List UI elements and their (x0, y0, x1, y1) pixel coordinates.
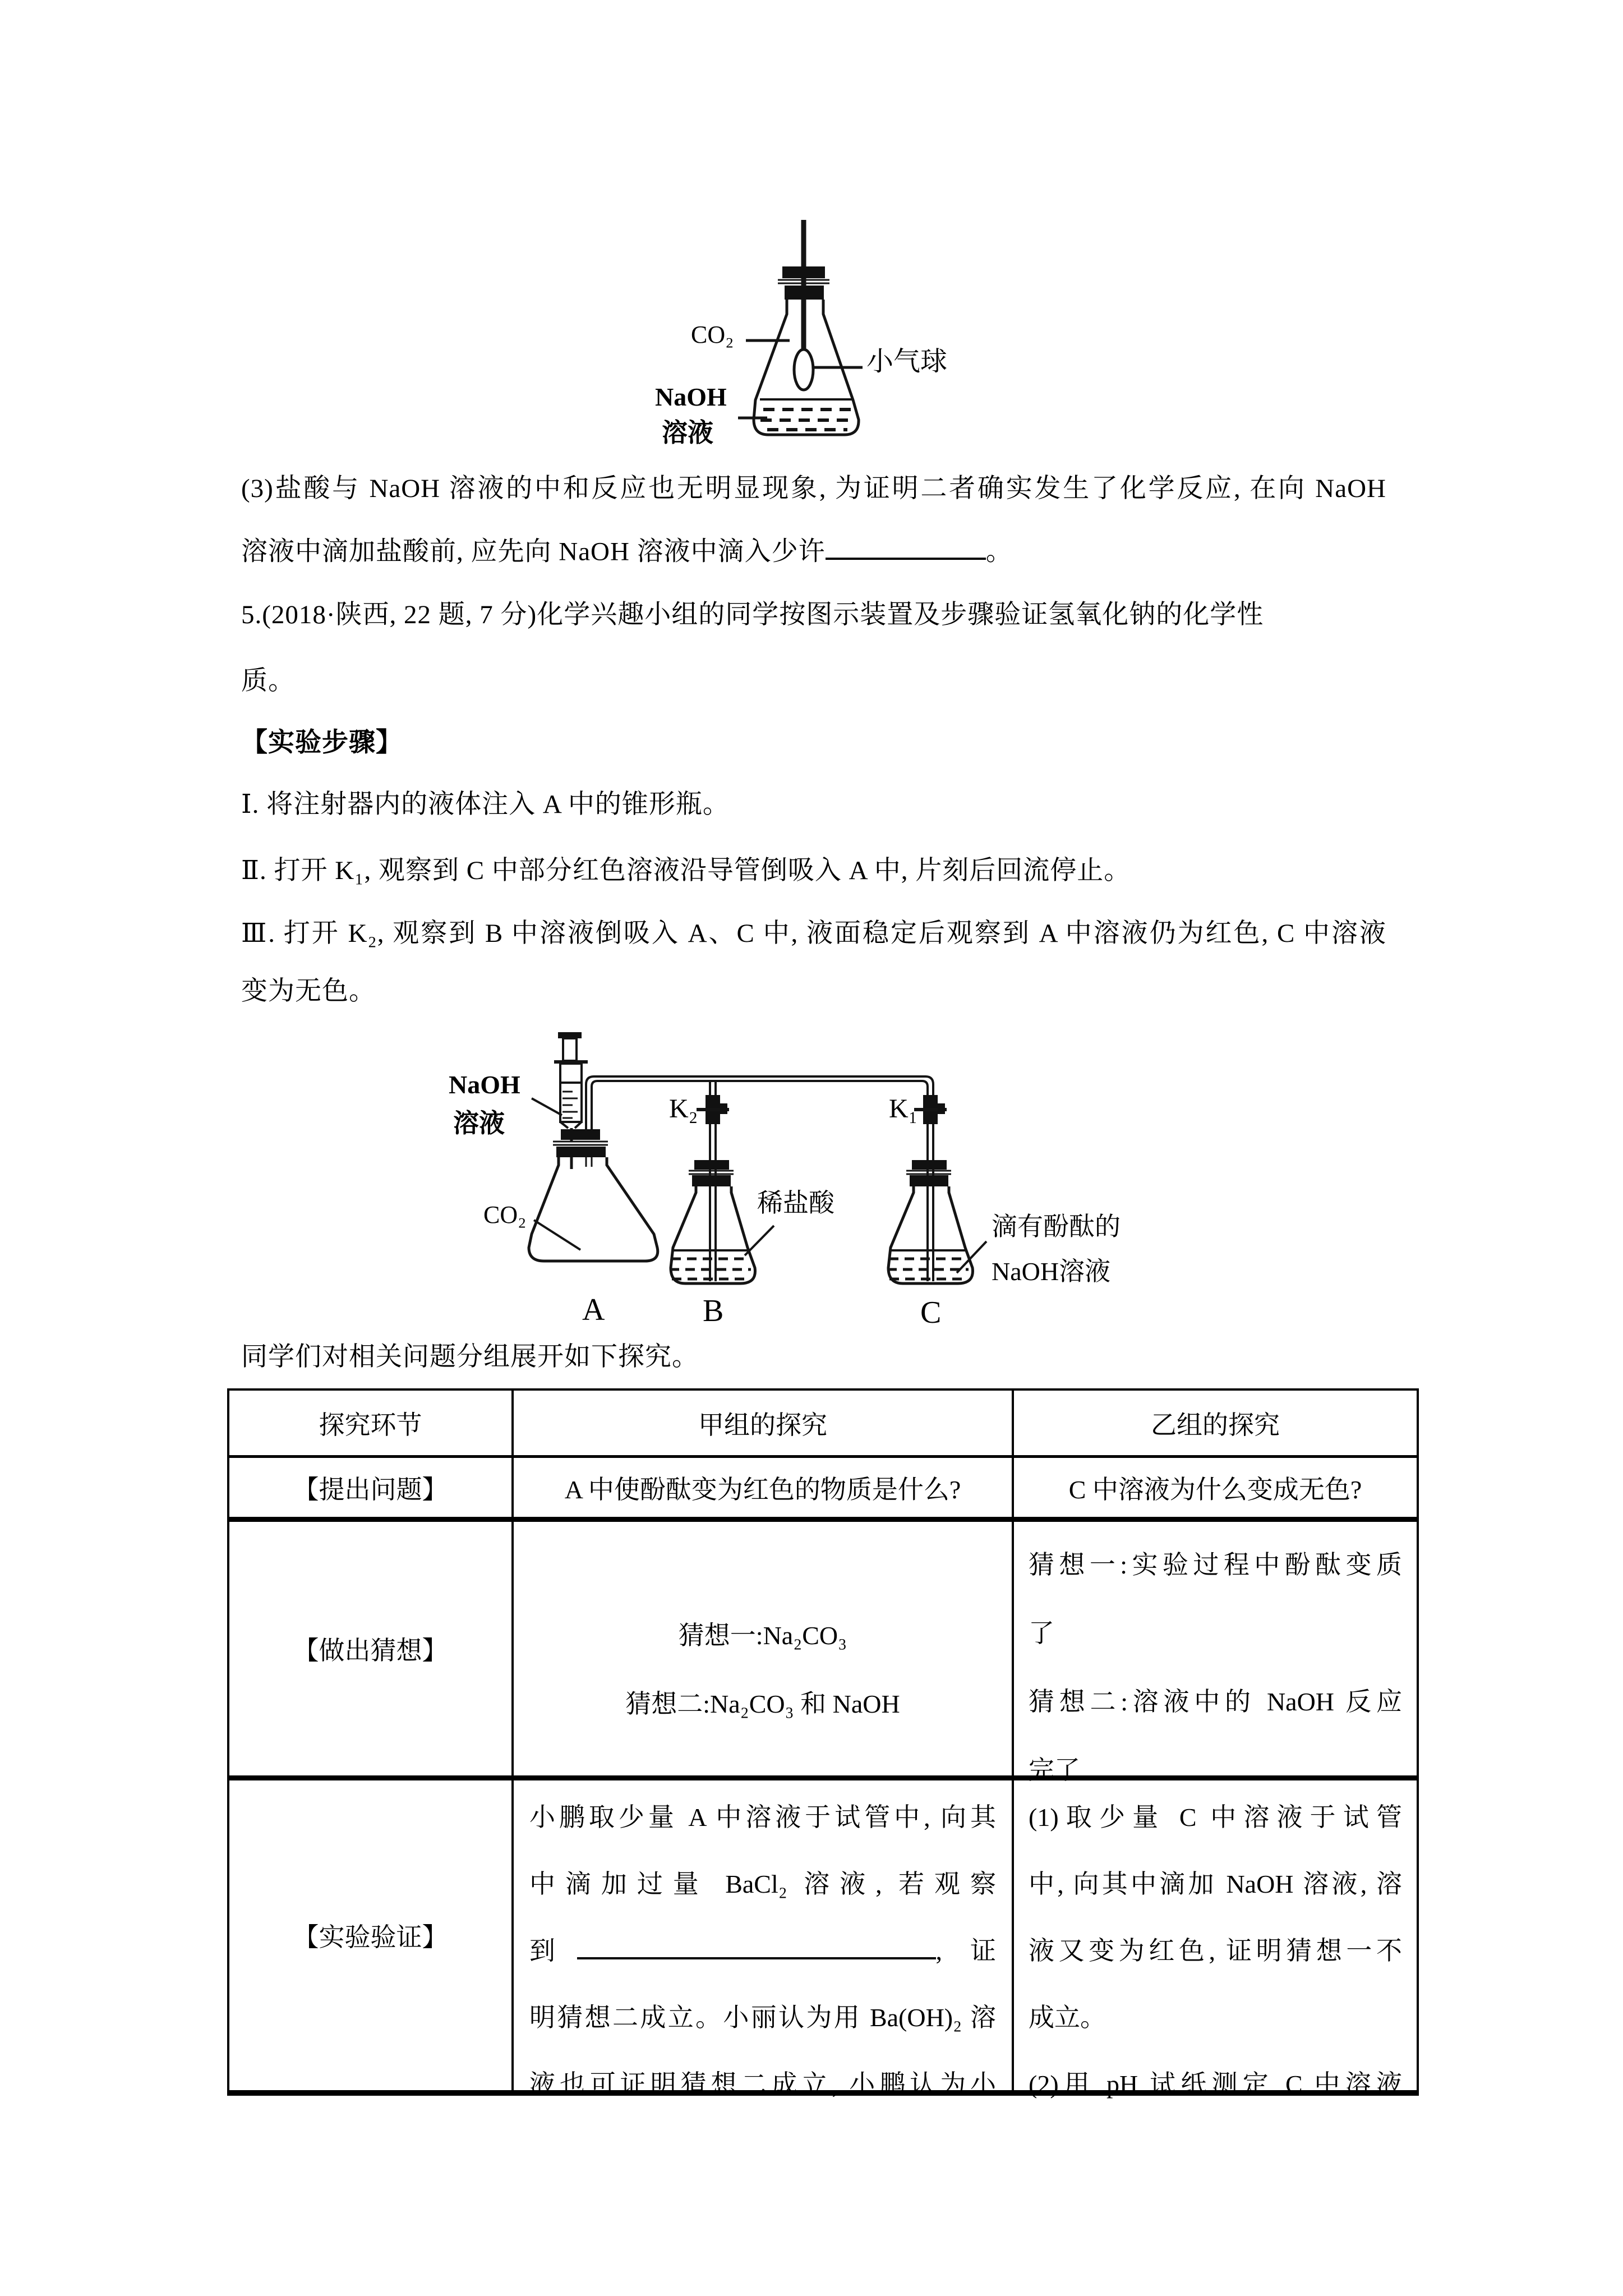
answer-blank (826, 534, 986, 560)
paragraph-3-line-1: (3)盐酸与 NaOH 溶液的中和反应也无明显现象, 为证明二者确实发生了化学反应, 在向 NaOH (241, 474, 1386, 503)
table-intro: 同学们对相关问题分组展开如下探究。 (241, 1342, 699, 1372)
flask-a-stopper-bottom (556, 1147, 606, 1157)
step-2: Ⅱ. 打开 K₁, 观察到 C 中部分红色溶液沿导管倒吸入 A 中, 片刻后回流停止。 (241, 856, 1131, 885)
phenolphthalein-naoh-label: 滴有酚酞的 NaOH溶液 (992, 1212, 1121, 1286)
steps-heading: 【实验步骤】 (241, 728, 403, 757)
row-question-jia: A 中使酚酞变为红色的物质是什么? (564, 1475, 961, 1504)
step-1: Ⅰ. 将注射器内的液体注入 A 中的锥形瓶。 (241, 790, 730, 819)
table-header-group-yi: 乙组的探究 (1151, 1410, 1280, 1439)
verify-yi-line: (1)取少量 C 中溶液于试管 (1029, 1803, 1402, 1832)
guess-jia-line: 猜想一:Na₂CO₃ (678, 1621, 847, 1650)
guess-yi-line: 猜想二:溶液中的 NaOH 反应 (1029, 1687, 1402, 1716)
balloon-label: 小气球 (866, 347, 948, 376)
inquiry-table (227, 1388, 1419, 2099)
flask-c-stopper-top (912, 1160, 947, 1170)
row-guess-label: 【做出猜想】 (293, 1636, 448, 1665)
flask-b-stopper-top (694, 1160, 729, 1170)
co2-pointer-line (534, 1220, 580, 1250)
flask-b-letter: B (703, 1294, 724, 1328)
row-question-yi: C 中溶液为什么变成无色? (1068, 1475, 1362, 1504)
verify-yi-line: (2)用 pH 试纸测定 C 中溶液 (1029, 2070, 1402, 2099)
row-verify-jia (514, 1780, 1012, 2099)
question-5-line-1: 5.(2018·陕西, 22 题, 7 分)化学兴趣小组的同学按图示装置及步骤验证氢氧化钠的化学性 (241, 600, 1264, 629)
acid-pointer-line (745, 1226, 774, 1255)
verify-jia-line: 到 , 证 (529, 1917, 996, 1984)
row-guess-jia (514, 1522, 1012, 1775)
guess-yi-line: 了 (1029, 1619, 1054, 1648)
co2-label: CO₂ (691, 321, 734, 348)
tube-outer (586, 1076, 933, 1281)
verify-yi-line: 成立。 (1029, 2003, 1106, 2032)
step-3-line-1: Ⅲ. 打开 K₂, 观察到 B 中溶液倒吸入 A、C 中, 液面稳定后观察到 A 中溶液仍为红色, C 中溶液 (241, 919, 1386, 948)
row-question-label: 【提出问题】 (293, 1475, 448, 1504)
verify-jia-line: 液也可证明猜想二成立, 小鹏认为小 (529, 2070, 996, 2099)
naoh-pointer-line (532, 1098, 562, 1115)
table-hline-2 (229, 1517, 1417, 1522)
table-header-group-jia: 甲组的探究 (698, 1410, 827, 1439)
flask-a-letter: A (582, 1292, 605, 1327)
question-5-line-2: 质。 (241, 666, 295, 696)
naoh-solution-label: NaOH 溶液 (655, 383, 727, 447)
tube-inner (592, 1081, 928, 1281)
flask-c-stopper-bottom (910, 1175, 948, 1186)
syringe-naoh-label: NaOH 溶液 (449, 1070, 520, 1138)
flask-b-stopper-bottom (692, 1175, 731, 1186)
guess-yi-line: 完了 (1029, 1756, 1080, 1784)
flask-a-outline (529, 1157, 658, 1261)
paragraph-3-line-2: 溶液中滴加盐酸前, 应先向 NaOH 溶液中滴入少许 。 (241, 534, 1386, 568)
guess-yi-line: 猜想一:实验过程中酚酞变质 (1029, 1550, 1402, 1579)
step-3-line-2: 变为无色。 (241, 977, 376, 1006)
stopper-bottom (785, 286, 824, 300)
verify-yi-line: 液又变为红色, 证明猜想一不 (1029, 1936, 1402, 1965)
flask-a-stopper-top (561, 1129, 600, 1140)
verify-jia-line: 小鹏取少量 A 中溶液于试管中, 向其 (529, 1803, 996, 1832)
table-header-step: 探究环节 (319, 1410, 422, 1439)
answer-blank (577, 1934, 936, 1959)
row-verify-label: 【实验验证】 (293, 1923, 448, 1952)
verify-jia-line: 明猜想二成立。小丽认为用 Ba(OH)₂ 溶 (529, 2003, 996, 2032)
guess-jia-line: 猜想二:Na₂CO₃ 和 NaOH (625, 1690, 900, 1718)
row-verify-yi (1014, 1780, 1417, 2099)
syringe-barrel (560, 1064, 582, 1122)
valve-k2-label: K₂ (669, 1094, 698, 1124)
stopper-top (782, 266, 825, 278)
balloon (794, 349, 813, 390)
flask-b-outline (671, 1186, 755, 1283)
co2-label: CO₂ (483, 1201, 527, 1228)
syringe-plunger-neck (563, 1038, 577, 1061)
acid-label: 稀盐酸 (757, 1189, 834, 1217)
verify-jia-line: 中滴加过量 BaCl₂ 溶液, 若观察 (529, 1870, 996, 1898)
flask-c-letter: C (920, 1295, 942, 1330)
verify-yi-line: 中, 向其中滴加 NaOH 溶液, 溶 (1029, 1870, 1402, 1898)
row-guess-yi (1014, 1522, 1417, 1784)
valve-k1-label: K₁ (889, 1094, 918, 1124)
